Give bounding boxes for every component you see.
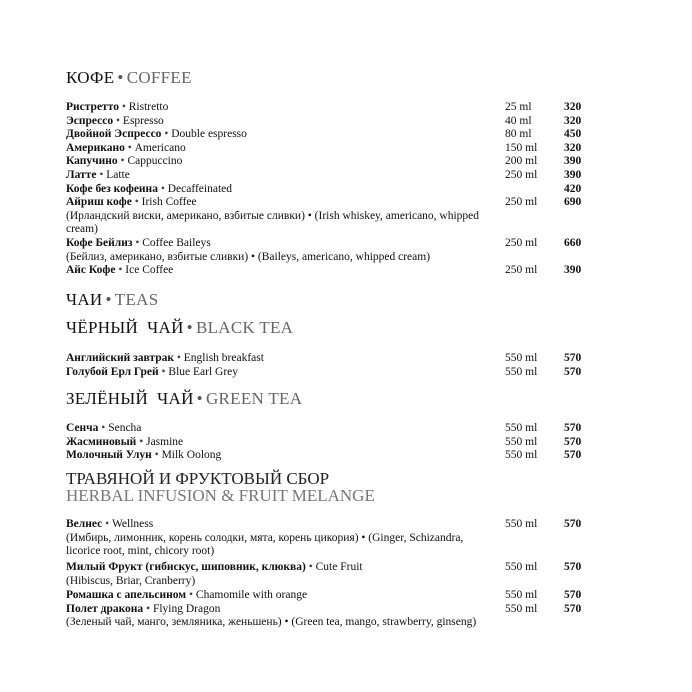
item-volume: 25 ml: [505, 101, 532, 113]
menu-item: Американо • Americano 150 ml 320: [66, 141, 582, 154]
item-volume: 550 ml: [505, 449, 538, 462]
section-title-en: GREEN TEA: [205, 389, 303, 408]
menu-item: Велнес • Wellness (Имбирь, лимонник, корень солодки, мята, корень цикория) • (Ginger, Schizandra, licorice root, mint, chicory root) 550 ml 570: [66, 518, 582, 558]
item-volume: 80 ml: [505, 128, 532, 141]
item-volume: 250 ml: [505, 264, 538, 277]
item-price: 660: [564, 237, 582, 249]
menu-item: Молочный Улун • Milk Oolong 550 ml 570: [66, 449, 582, 462]
item-volume: 250 ml: [505, 196, 538, 209]
item-price: 570: [564, 518, 582, 530]
item-volume: 550 ml: [505, 435, 538, 448]
item-description: (Имбирь, лимонник, корень солодки, мята, корень цикория) • (Ginger, Schizandra, licorice root, mint, chicory root): [66, 531, 464, 558]
menu-item: Английский завтрак • English breakfast 550 ml 570: [66, 352, 582, 364]
separator-dot: •: [186, 318, 193, 337]
section-title-ru: ЧЁРНЫЙ ЧАЙ: [66, 318, 184, 337]
section-title-ru: ТРАВЯНОЙ И ФРУКТОВЫЙ СБОР: [66, 469, 330, 488]
section-title-ru: ЧАИ: [66, 290, 103, 309]
menu-item: Ристретто • Ristretto 25 ml 320: [66, 101, 582, 113]
section-green-tea-heading: [66, 389, 302, 409]
section-title-en: TEAS: [114, 290, 159, 309]
menu-item: Кофе Бейлиз • Coffee Baileys (Бейлиз, американо, взбитые сливки) • (Baileys, americano, whipped cream) 250 ml 660: [66, 237, 582, 263]
menu-item: Ромашка с апельсином • Chamomile with orange 550 ml 570: [66, 589, 582, 601]
item-price: 570: [564, 435, 582, 448]
item-volume: 150 ml: [505, 141, 538, 154]
section-title-en: HERBAL INFUSION & FRUIT MELANGE: [66, 486, 375, 505]
item-volume: 200 ml: [505, 155, 538, 168]
menu-item: Латте • Latte 250 ml 390: [66, 169, 582, 181]
item-price: 690: [564, 196, 582, 209]
section-title-ru: КОФЕ: [66, 68, 115, 87]
item-price: 320: [564, 101, 582, 113]
section-herbal-heading: [66, 470, 375, 504]
menu-item: Двойной Эспрессо • Double espresso 80 ml 450: [66, 128, 582, 141]
item-volume: 550 ml: [505, 365, 538, 378]
item-volume: 550 ml: [505, 602, 538, 615]
menu-item: Айриш кофе • Irish Coffee (Ирландский виски, американо, взбитые сливки) • (Irish whiskey, americano, whipped cream) 250 ml 690: [66, 196, 582, 236]
menu-item: Полет дракона • Flying Dragon (Зеленый чай, манго, земляника, женьшень) • (Green tea, mango, strawberry, ginseng) 550 ml 570: [66, 602, 582, 629]
menu-item: Айс Кофе • Ice Coffee 250 ml 390: [66, 264, 582, 277]
separator-dot: •: [196, 389, 203, 408]
item-description: (Бейлиз, американо, взбитые сливки) • (Baileys, americano, whipped cream): [66, 250, 431, 263]
item-price: 570: [564, 365, 582, 378]
menu-item: Эспрессо • Espresso 40 ml 320: [66, 114, 582, 127]
item-description: (Ирландский виски, американо, взбитые сливки) • (Irish whiskey, americano, whipped cream): [66, 209, 480, 236]
section-coffee-heading: [66, 68, 192, 88]
item-price: 570: [564, 449, 582, 462]
item-volume: 250 ml: [505, 169, 538, 181]
separator-dot: •: [105, 290, 112, 309]
item-price: 570: [564, 602, 582, 615]
item-price: 570: [564, 352, 582, 364]
section-title-ru: ЗЕЛЁНЫЙ ЧАЙ: [66, 389, 194, 408]
section-black-tea-heading: [66, 318, 293, 338]
item-volume: 550 ml: [505, 561, 538, 573]
menu-item: Жасминовый • Jasmine 550 ml 570: [66, 435, 582, 448]
section-title-en: BLACK TEA: [195, 318, 294, 337]
item-price: 390: [564, 264, 582, 277]
item-price: 570: [564, 589, 582, 601]
item-volume: 40 ml: [505, 114, 532, 127]
menu-item: Капучино • Cappuccino 200 ml 390: [66, 155, 582, 168]
item-price: 420: [564, 182, 582, 195]
item-description: (Hibiscus, Briar, Cranberry): [66, 574, 196, 587]
item-volume: 250 ml: [505, 237, 538, 249]
item-price: 390: [564, 169, 582, 181]
item-price: 570: [564, 422, 582, 434]
section-title-en: COFFEE: [126, 68, 192, 87]
item-price: 320: [564, 114, 582, 127]
item-description: (Зеленый чай, манго, земляника, женьшень) • (Green tea, mango, strawberry, ginseng): [66, 616, 477, 629]
item-volume: 550 ml: [505, 518, 538, 530]
menu-item: Милый Фрукт (гибискус, шиповник, клюква) • Cute Fruit (Hibiscus, Briar, Cranberry) 550 ml 570: [66, 561, 582, 587]
item-price: 390: [564, 155, 582, 168]
section-teas-heading: [66, 290, 158, 310]
item-price: 450: [564, 128, 582, 141]
separator-dot: •: [117, 68, 124, 87]
menu-item: Кофе без кофеина • Decaffeinated 420: [66, 182, 582, 195]
item-price: 570: [564, 561, 582, 573]
item-volume: 550 ml: [505, 422, 538, 434]
menu-item: Голубой Ерл Грей • Blue Earl Grey 550 ml 570: [66, 365, 582, 378]
item-price: 320: [564, 141, 582, 154]
item-volume: 550 ml: [505, 352, 538, 364]
menu-item: Сенча • Sencha 550 ml 570: [66, 422, 582, 434]
item-volume: 550 ml: [505, 589, 538, 601]
